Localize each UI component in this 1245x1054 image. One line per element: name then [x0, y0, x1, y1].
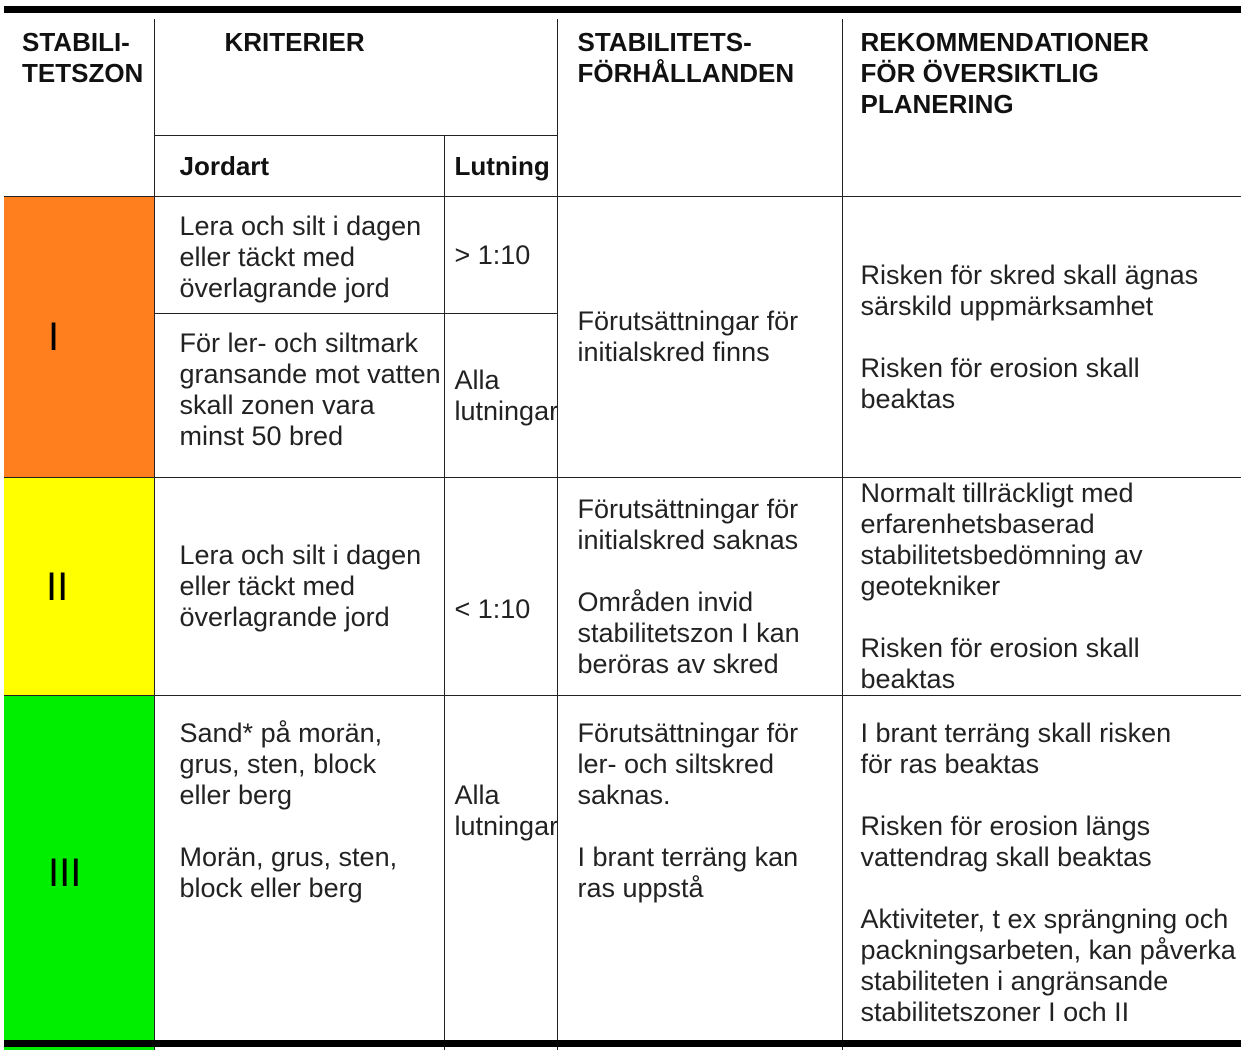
header-kriterier: KRITERIER — [154, 19, 557, 136]
zone-label: I — [48, 315, 60, 359]
jordart-cell: Lera och silt i dagen eller täckt med överlagrande jord — [154, 197, 444, 314]
header-stabilitet: STABILITETS- FÖRHÅLLANDEN — [557, 19, 842, 197]
lutning-cell: < 1:10 — [444, 478, 557, 696]
stabilitet-cell: Förutsättningar för initialskred finns — [557, 197, 842, 478]
stabilitet-cell: Förutsättningar för ler- och siltskred saknas. I brant terräng kan ras uppstå — [557, 696, 842, 1051]
zone-ii-row — [4, 478, 1241, 696]
header-row — [4, 19, 1241, 136]
header-lutning: Lutning — [444, 136, 557, 197]
jordart-cell: Sand* på morän, grus, sten, block eller berg Morän, grus, sten, block eller berg — [154, 696, 444, 1051]
lutning-cell: Alla lutningar — [444, 696, 557, 1051]
header-rekommendationer: REKOMMENDATIONER FÖR ÖVERSIKTLIG PLANERING — [842, 19, 1241, 197]
zone-iii-row — [4, 696, 1241, 1051]
zone-iii-cell — [4, 696, 154, 1051]
stabilitet-cell: Förutsättningar för initialskred saknas Områden invid stabilitetszon I kan beröras av skred — [557, 478, 842, 696]
zone-label: III — [48, 851, 82, 895]
stability-zone-table — [4, 19, 1241, 1050]
top-rule — [4, 6, 1241, 13]
lutning-cell: > 1:10 — [444, 197, 557, 314]
jordart-cell: För ler- och siltmark gransande mot vatten skall zonen vara minst 50 bred — [154, 314, 444, 478]
rekommendation-cell: Normalt tillräckligt med erfarenhetsbaserad stabilitetsbedömning av geotekniker Risken för erosion skall beaktas — [842, 478, 1241, 696]
lutning-cell: Alla lutningar — [444, 314, 557, 478]
zone-i-row-1 — [4, 197, 1241, 314]
header-jordart: Jordart — [154, 136, 444, 197]
zone-i-cell — [4, 197, 154, 478]
bottom-rule — [4, 1040, 1241, 1047]
rekommendation-cell: I brant terräng skall risken för ras beaktas Risken för erosion längs vattendrag skall beaktas Aktiviteter, t ex sprängning och packningsarbeten, kan påverka stabiliteten i angränsande stabilitetszoner I och II — [842, 696, 1241, 1051]
zone-ii-cell — [4, 478, 154, 696]
zone-label: II — [46, 564, 69, 609]
header-zone: STABILI- TETSZON — [4, 19, 154, 197]
jordart-cell: Lera och silt i dagen eller täckt med överlagrande jord — [154, 478, 444, 696]
rekommendation-cell: Risken för skred skall ägnas särskild uppmärksamhet Risken för erosion skall beaktas — [842, 197, 1241, 478]
